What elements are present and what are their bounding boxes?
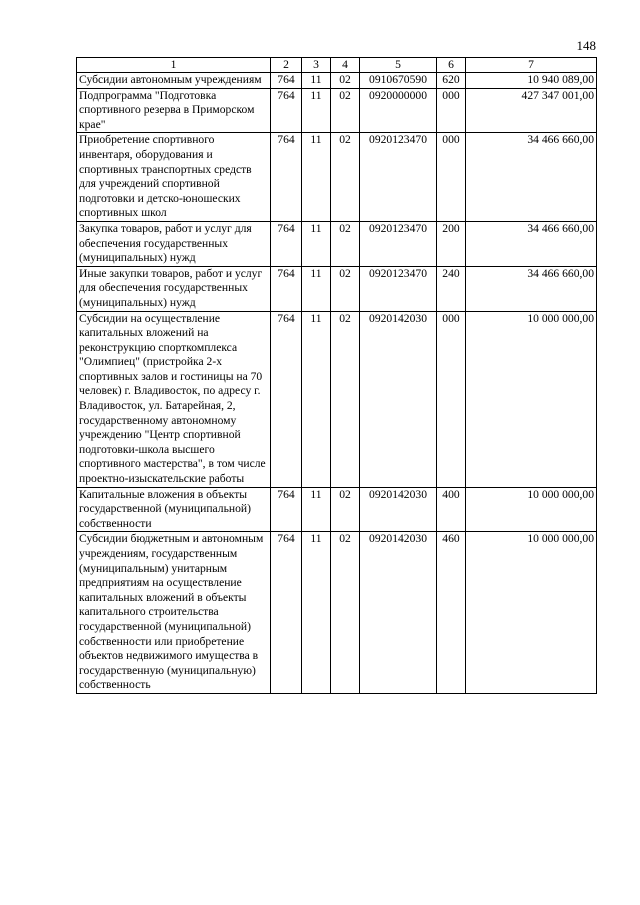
section-code: 11 bbox=[302, 266, 331, 311]
expense-type-code: 620 bbox=[437, 73, 466, 89]
subsection-code: 02 bbox=[331, 487, 360, 532]
row-name: Субсидии бюджетным и автономным учреждениям, государственным (муниципальным) унитарным предприятиям на осуществление капитальных вложений в объекты капитального строительства государственной (муниципальной) собственности или приобретение объектов недвижимого имущества в государственную (муниципальную) собственность bbox=[77, 532, 271, 694]
subsection-code: 02 bbox=[331, 88, 360, 133]
ved-code: 764 bbox=[271, 532, 302, 694]
section-code: 11 bbox=[302, 88, 331, 133]
column-header-7: 7 bbox=[466, 58, 597, 73]
table-row bbox=[77, 532, 597, 694]
target-article-code: 0920000000 bbox=[360, 88, 437, 133]
expense-type-code: 400 bbox=[437, 487, 466, 532]
section-code: 11 bbox=[302, 133, 331, 222]
column-header-1: 1 bbox=[77, 58, 271, 73]
ved-code: 764 bbox=[271, 88, 302, 133]
target-article-code: 0920142030 bbox=[360, 311, 437, 487]
ved-code: 764 bbox=[271, 311, 302, 487]
ved-code: 764 bbox=[271, 487, 302, 532]
subsection-code: 02 bbox=[331, 133, 360, 222]
ved-code: 764 bbox=[271, 266, 302, 311]
row-name: Приобретение спортивного инвентаря, оборудования и спортивных транспортных средств для учреждений спортивной подготовки и детско-юношеских спортивных школ bbox=[77, 133, 271, 222]
ved-code: 764 bbox=[271, 133, 302, 222]
amount: 10 000 000,00 bbox=[466, 532, 597, 694]
column-header-3: 3 bbox=[302, 58, 331, 73]
subsection-code: 02 bbox=[331, 532, 360, 694]
column-header-5: 5 bbox=[360, 58, 437, 73]
amount: 10 940 089,00 bbox=[466, 73, 597, 89]
expense-type-code: 200 bbox=[437, 221, 466, 266]
expense-type-code: 000 bbox=[437, 133, 466, 222]
section-code: 11 bbox=[302, 221, 331, 266]
amount: 427 347 001,00 bbox=[466, 88, 597, 133]
column-header-2: 2 bbox=[271, 58, 302, 73]
expense-type-code: 000 bbox=[437, 311, 466, 487]
page-number: 148 bbox=[576, 38, 596, 53]
target-article-code: 0920123470 bbox=[360, 266, 437, 311]
expense-type-code: 460 bbox=[437, 532, 466, 694]
section-code: 11 bbox=[302, 73, 331, 89]
section-code: 11 bbox=[302, 487, 331, 532]
section-code: 11 bbox=[302, 311, 331, 487]
row-name: Закупка товаров, работ и услуг для обеспечения государственных (муниципальных) нужд bbox=[77, 221, 271, 266]
target-article-code: 0920123470 bbox=[360, 221, 437, 266]
table-row bbox=[77, 487, 597, 532]
header-row bbox=[77, 58, 597, 73]
expense-type-code: 240 bbox=[437, 266, 466, 311]
row-name: Подпрограмма "Подготовка спортивного резерва в Приморском крае" bbox=[77, 88, 271, 133]
subsection-code: 02 bbox=[331, 221, 360, 266]
target-article-code: 0920142030 bbox=[360, 532, 437, 694]
subsection-code: 02 bbox=[331, 311, 360, 487]
amount: 10 000 000,00 bbox=[466, 311, 597, 487]
row-name: Капитальные вложения в объекты государственной (муниципальной) собственности bbox=[77, 487, 271, 532]
subsection-code: 02 bbox=[331, 73, 360, 89]
table-row bbox=[77, 133, 597, 222]
ved-code: 764 bbox=[271, 73, 302, 89]
table-row bbox=[77, 88, 597, 133]
row-name: Субсидии автономным учреждениям bbox=[77, 73, 271, 89]
section-code: 11 bbox=[302, 532, 331, 694]
column-header-4: 4 bbox=[331, 58, 360, 73]
row-name: Иные закупки товаров, работ и услуг для обеспечения государственных (муниципальных) нужд bbox=[77, 266, 271, 311]
table-row bbox=[77, 73, 597, 89]
amount: 34 466 660,00 bbox=[466, 221, 597, 266]
row-name: Субсидии на осуществление капитальных вложений на реконструкцию спорткомплекса "Олимпиец" (пристройка 2-х спортивных залов и гостиницы на 70 человек) г. Владивосток, по адресу г. Владивосток, ул. Батарейная, 2, государственному автономному учреждению "Центр спортивной подготовки-школа высшего спортивного мастерства", в том числе проектно-изыскательские работы bbox=[77, 311, 271, 487]
subsection-code: 02 bbox=[331, 266, 360, 311]
target-article-code: 0910670590 bbox=[360, 73, 437, 89]
expense-type-code: 000 bbox=[437, 88, 466, 133]
table-row bbox=[77, 266, 597, 311]
target-article-code: 0920142030 bbox=[360, 487, 437, 532]
column-header-6: 6 bbox=[437, 58, 466, 73]
budget-table bbox=[76, 57, 597, 694]
table-row bbox=[77, 311, 597, 487]
amount: 10 000 000,00 bbox=[466, 487, 597, 532]
ved-code: 764 bbox=[271, 221, 302, 266]
table-row bbox=[77, 221, 597, 266]
target-article-code: 0920123470 bbox=[360, 133, 437, 222]
amount: 34 466 660,00 bbox=[466, 266, 597, 311]
amount: 34 466 660,00 bbox=[466, 133, 597, 222]
